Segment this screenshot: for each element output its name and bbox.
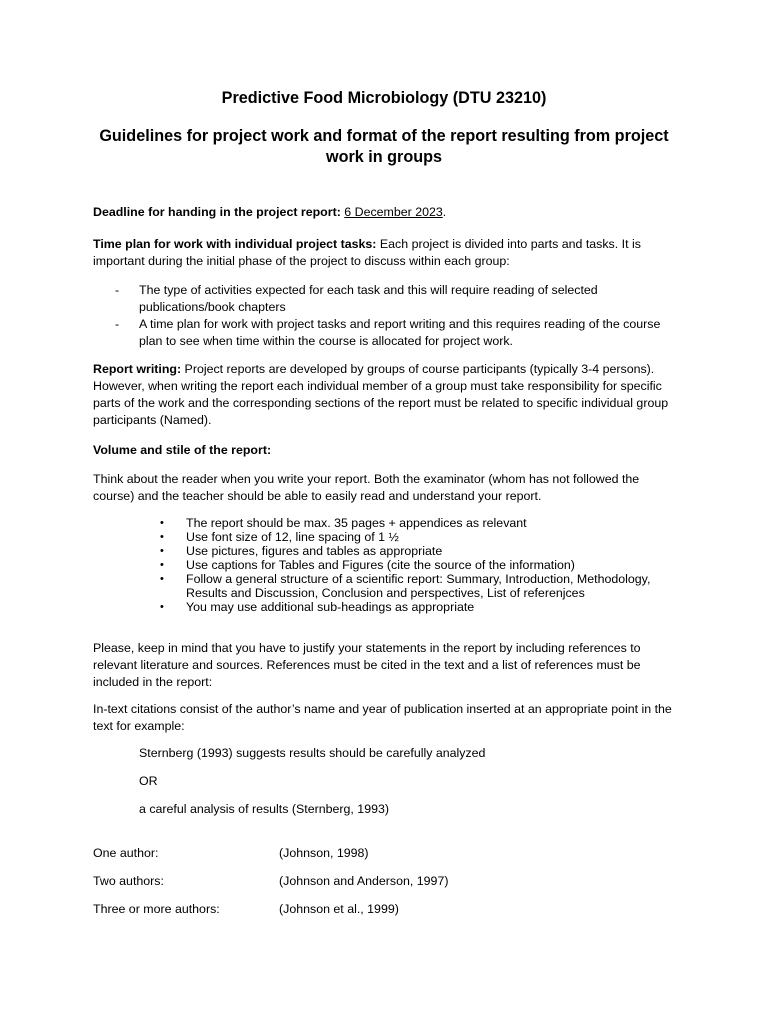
citation-example-or: OR: [139, 774, 158, 788]
document-title: Predictive Food Microbiology (DTU 23210): [221, 89, 547, 107]
dash-marker: -: [115, 317, 120, 331]
citation-label: Two authors:: [93, 874, 164, 888]
list-item: [160, 558, 690, 572]
list-item-text: Use pictures, figures and tables as appropriate: [186, 544, 443, 558]
deadline-end: .: [442, 205, 447, 219]
list-item-text: Use captions for Tables and Figures (cite the source of the information): [186, 558, 575, 572]
citation-row-two-authors: [93, 873, 683, 890]
time-plan-label: Time plan for work with individual project tasks:: [93, 237, 377, 251]
bullet-marker: •: [160, 517, 164, 529]
list-item: [93, 316, 683, 350]
list-item: [160, 530, 690, 544]
in-text-citation-paragraph: In-text citations consist of the author’s name and year of publication inserted at an appropriate point in the text for example:: [93, 702, 672, 733]
citation-label: One author:: [93, 846, 159, 860]
bullet-marker: •: [160, 545, 164, 557]
list-item-text: A time plan for work with project tasks and report writing and this requires reading of the course plan to see when time within the course is allocated for project work.: [139, 317, 661, 348]
list-item: [160, 516, 690, 530]
volume-intro: Think about the reader when you write your report. Both the examinator (whom has not followed the course) and the teacher should be able to easily read and understand your report.: [93, 472, 640, 503]
deadline-paragraph: [93, 204, 683, 221]
list-item: [93, 282, 683, 316]
citation-value: (Johnson and Anderson, 1997): [279, 874, 449, 888]
references-paragraph: Please, keep in mind that you have to justify your statements in the report by including references to relevant literature and sources. References must be cited in the text and a list of references must be included in the report:: [93, 641, 641, 689]
bullet-marker: •: [160, 559, 164, 571]
list-item-text: The type of activities expected for each task and this will require reading of selected publications/book chapters: [139, 283, 598, 314]
citation-label: Three or more authors:: [93, 902, 220, 916]
bullet-marker: •: [160, 601, 164, 613]
time-plan-paragraph: [93, 236, 683, 270]
citation-row-three-authors: [93, 901, 683, 918]
time-plan-list: [93, 282, 683, 350]
citation-example-2: a careful analysis of results (Sternberg, 1993): [139, 802, 390, 816]
deadline-label: Deadline for handing in the project report:: [93, 205, 341, 219]
dash-marker: -: [115, 283, 120, 297]
citation-example-1: Sternberg (1993) suggests results should be carefully analyzed: [139, 746, 486, 760]
document-subtitle: Guidelines for project work and format of the report resulting from project work in groups: [99, 127, 669, 166]
volume-list: [160, 516, 690, 614]
citation-value: (Johnson, 1998): [279, 846, 369, 860]
bullet-marker: •: [160, 531, 164, 543]
list-item-text: Use font size of 12, line spacing of 1 ½: [186, 530, 399, 544]
list-item-text: You may use additional sub-headings as appropriate: [186, 600, 475, 614]
report-writing-text: Project reports are developed by groups of course participants (typically 3-4 persons). However, when writing the report each individual member of a group must take responsibility for specific parts of the work and the corresponding sections of the report must be related to specific individual group participants (Named).: [93, 362, 669, 427]
list-item: [160, 544, 690, 558]
volume-heading: Volume and stile of the report:: [93, 443, 272, 457]
report-writing-label: Report writing:: [93, 362, 182, 376]
report-writing-paragraph: [93, 361, 683, 429]
time-plan-text: Each project is divided into parts and tasks. It is important during the initial phase of the project to discuss within each group:: [93, 237, 641, 268]
list-item: [160, 572, 690, 600]
deadline-date: 6 December 2023: [344, 205, 443, 219]
bullet-marker: •: [160, 573, 164, 585]
list-item: [160, 600, 690, 614]
citation-value: (Johnson et al., 1999): [279, 902, 399, 916]
citation-row-one-author: [93, 845, 683, 862]
list-item-text: Follow a general structure of a scientific report: Summary, Introduction, Methodology, Results and Discussion, Conclusion and perspectives, List of referenjces: [186, 572, 651, 600]
list-item-text: The report should be max. 35 pages + appendices as relevant: [186, 516, 527, 530]
